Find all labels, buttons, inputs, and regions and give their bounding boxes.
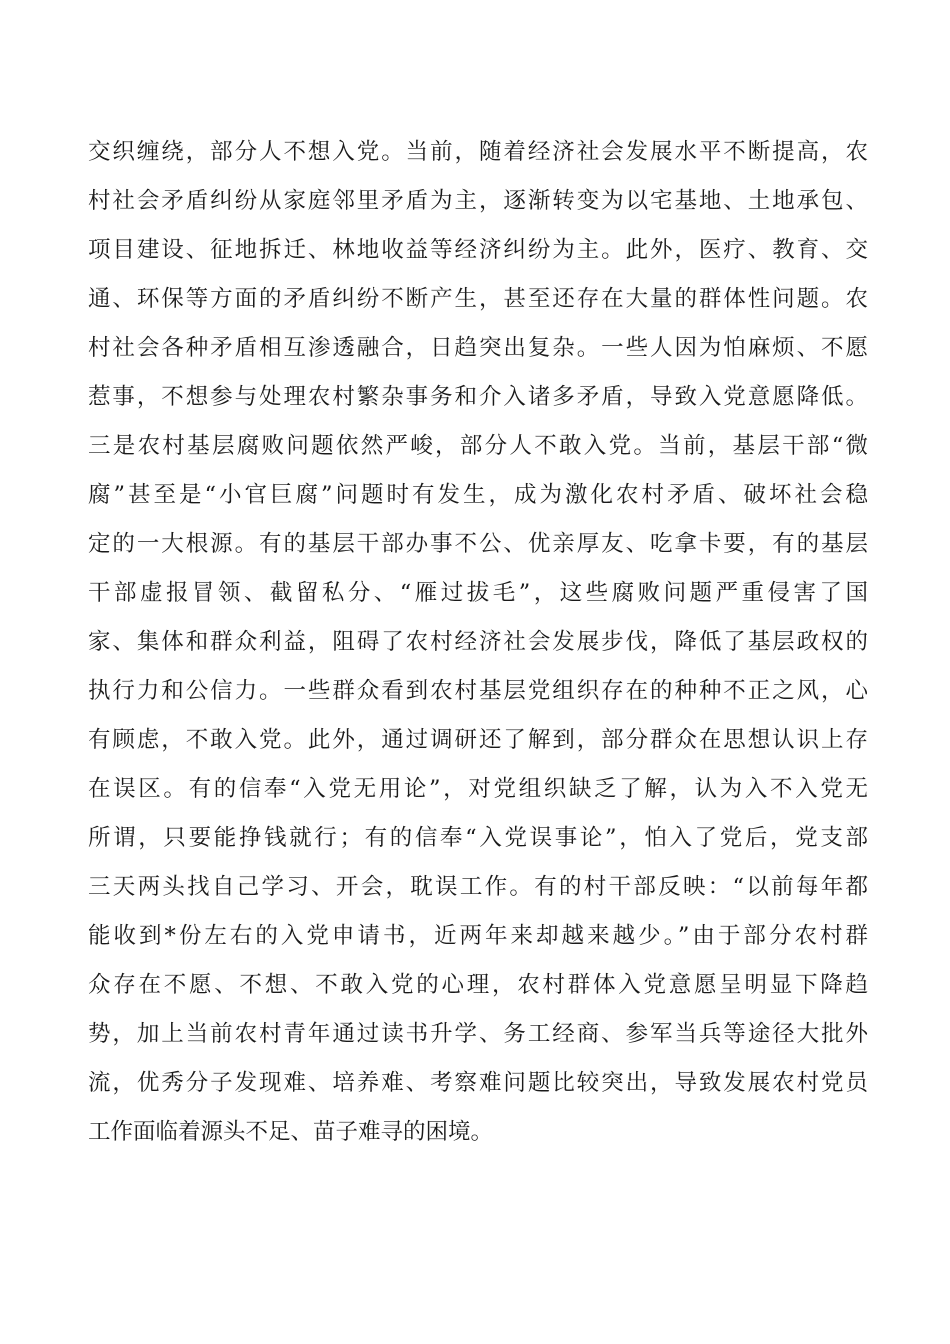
text-line: 村社会各种矛盾相互渗透融合，日趋突出复杂。一些人因为怕麻烦、不愿 — [88, 335, 868, 361]
text-line: 在误区。有的信奉“入党无用论”，对党组织缺乏了解，认为入不入党无 — [88, 776, 868, 802]
body-paragraph — [88, 128, 868, 1157]
text-line: 众存在不愿、不想、不敢入党的心理，农村群体入党意愿呈明显下降趋 — [88, 972, 868, 998]
text-line: 惹事，不想参与处理农村繁杂事务和介入诸多矛盾，导致入党意愿降低。 — [88, 384, 868, 410]
text-line: 家、集体和群众利益，阻碍了农村经济社会发展步伐，降低了基层政权的 — [88, 629, 868, 655]
text-line: 三是农村基层腐败问题依然严峻，部分人不敢入党。当前，基层干部“微 — [88, 433, 868, 459]
text-line: 定的一大根源。有的基层干部办事不公、优亲厚友、吃拿卡要，有的基层 — [88, 531, 868, 557]
text-line: 通、环保等方面的矛盾纠纷不断产生，甚至还存在大量的群体性问题。农 — [88, 286, 868, 312]
text-line: 项目建设、征地拆迁、林地收益等经济纠纷为主。此外，医疗、教育、交 — [88, 237, 868, 263]
text-line: 工作面临着源头不足、苗子难寻的困境。 — [88, 1119, 494, 1145]
text-line: 腐”甚至是“小官巨腐”问题时有发生，成为激化农村矛盾、破坏社会稳 — [88, 482, 868, 508]
text-line: 势，加上当前农村青年通过读书升学、务工经商、参军当兵等途径大批外 — [88, 1021, 868, 1047]
text-line: 有顾虑，不敢入党。此外，通过调研还了解到，部分群众在思想认识上存 — [88, 727, 868, 753]
text-line: 能收到*份左右的入党申请书，近两年来却越来越少。”由于部分农村群 — [88, 923, 868, 949]
text-line: 三天两头找自己学习、开会，耽误工作。有的村干部反映：“以前每年都 — [88, 874, 868, 900]
text-line: 村社会矛盾纠纷从家庭邻里矛盾为主，逐渐转变为以宅基地、土地承包、 — [88, 188, 868, 214]
text-line: 执行力和公信力。一些群众看到农村基层党组织存在的种种不正之风，心 — [88, 678, 868, 704]
text-line: 流，优秀分子发现难、培养难、考察难问题比较突出，导致发展农村党员 — [88, 1070, 868, 1096]
text-line: 交织缠绕，部分人不想入党。当前，随着经济社会发展水平不断提高，农 — [88, 139, 868, 165]
text-line: 所谓，只要能挣钱就行；有的信奉“入党误事论”，怕入了党后，党支部 — [88, 825, 868, 851]
text-line: 干部虚报冒领、截留私分、“雁过拔毛”，这些腐败问题严重侵害了国 — [88, 580, 868, 606]
